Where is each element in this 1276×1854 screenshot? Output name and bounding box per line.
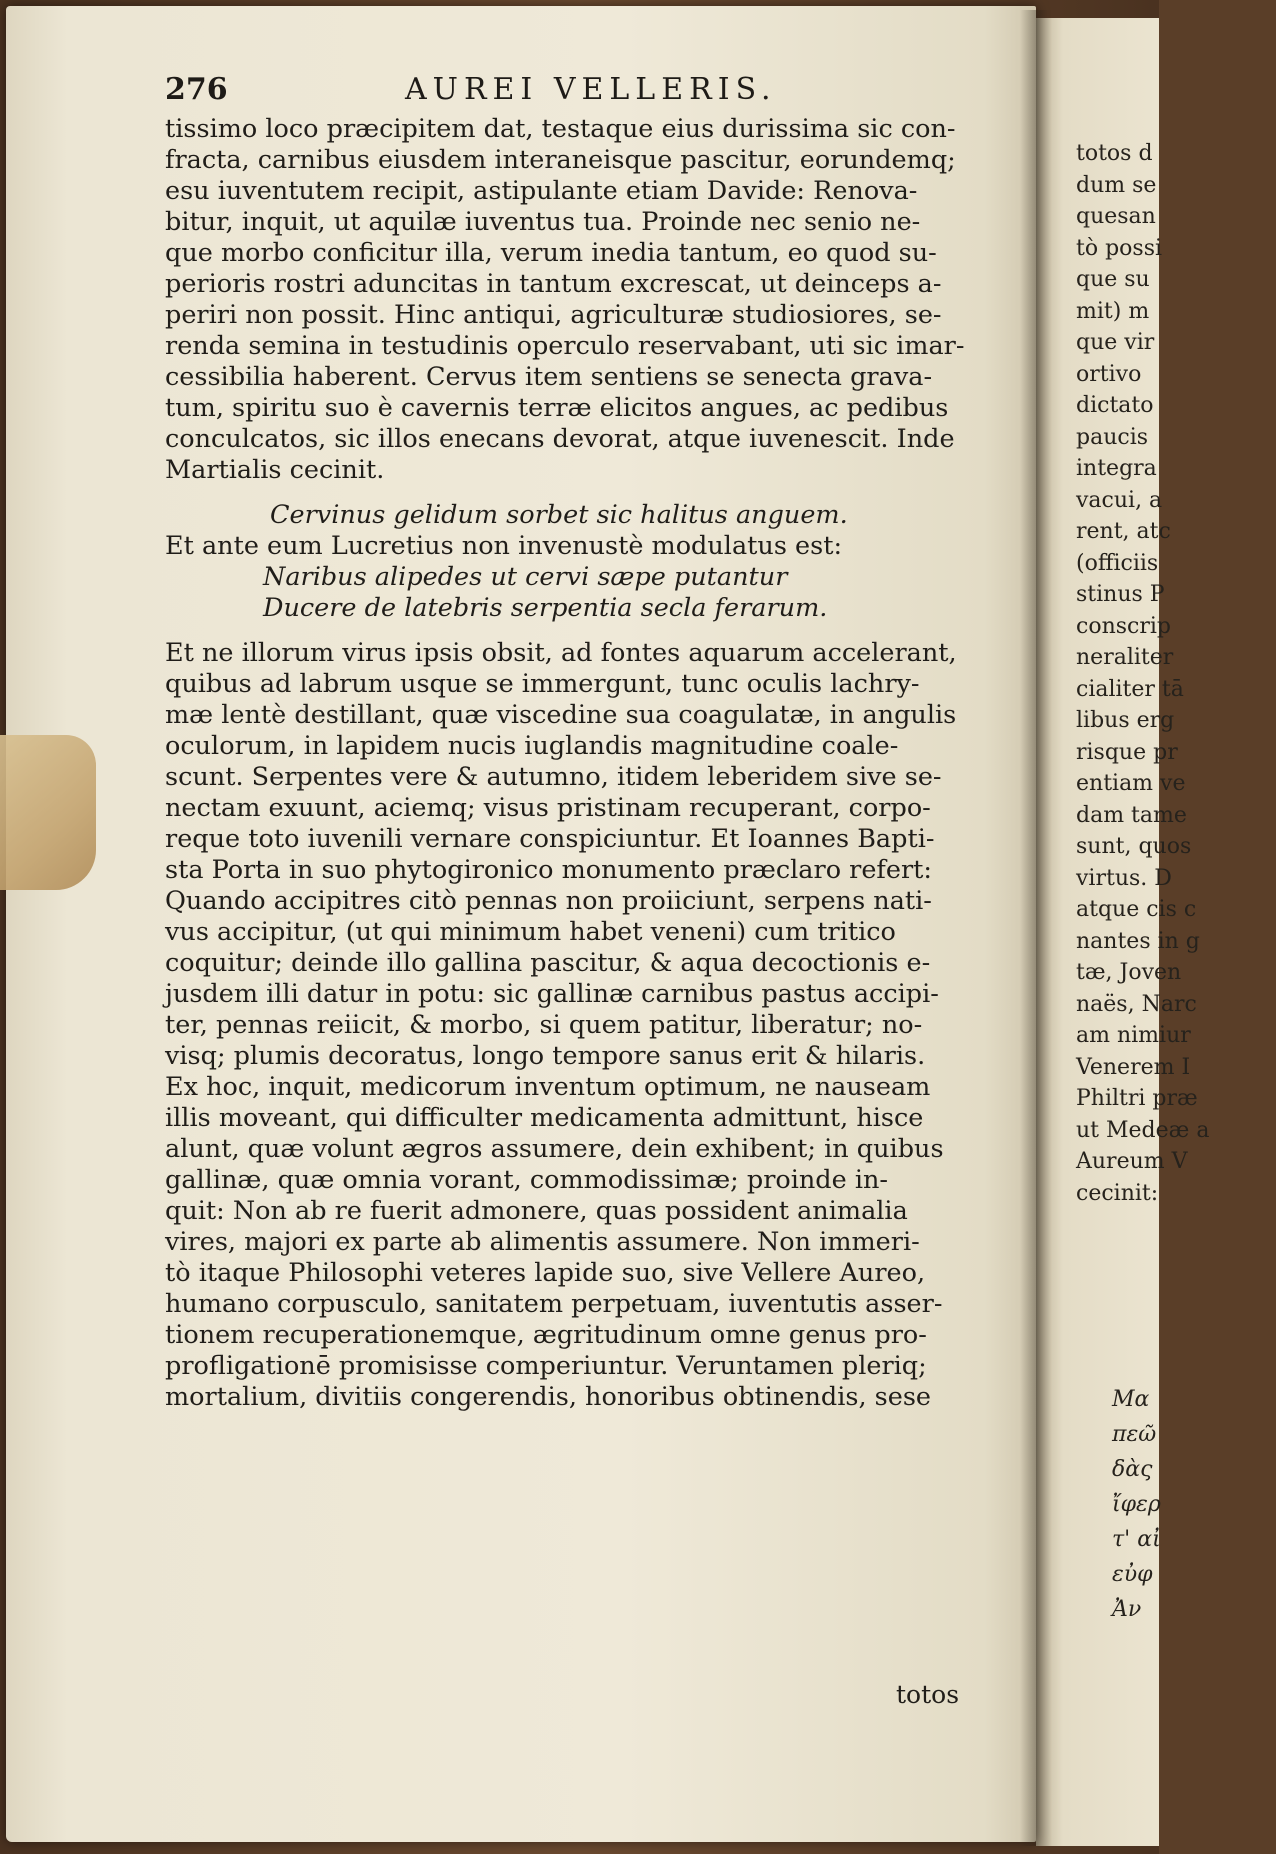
page-body <box>165 114 983 1413</box>
facing-text-line: Philtri præ <box>1076 1086 1198 1111</box>
text-line: tum, spiritu suo è cavernis terræ elicitos angues, ac pedibus <box>165 393 949 423</box>
facing-text-line: quesan <box>1076 204 1156 229</box>
text-line: mæ lentè destillant, quæ viscedine sua coagulatæ, in angulis <box>165 700 957 730</box>
facing-text-line: tæ, Joven <box>1076 960 1182 985</box>
text-line: Ex hoc, inquit, medicorum inventum optimum, ne nauseam <box>165 1072 931 1102</box>
facing-text-line: que su <box>1076 267 1150 292</box>
text-line: jusdem illi datur in potu: sic gallinæ carnibus pastus accipi- <box>165 979 939 1009</box>
text-line: Martialis cecinit. <box>165 455 385 485</box>
verse-lucretius-1: Naribus alipedes ut cervi sæpe putantur <box>263 562 788 592</box>
facing-text-line: ortivo <box>1076 361 1142 387</box>
facing-greek-line: Μα <box>1112 1387 1150 1412</box>
text-line: humano corpusculo, sanitatem perpetuam, iuventutis asser- <box>165 1289 943 1319</box>
text-line: visq; plumis decoratus, longo tempore sanus erit & hilaris. <box>165 1041 926 1071</box>
text-line: conculcatos, sic illos enecans devorat, atque iuvenescit. Inde <box>165 424 955 454</box>
transition-line: Et ante eum Lucretius non invenustè modulatus est: <box>165 531 843 561</box>
facing-text-line: libus erg <box>1076 708 1175 733</box>
text-line: Et ne illorum virus ipsis obsit, ad fontes aquarum accelerant, <box>165 638 957 668</box>
text-line: renda semina in testudinis operculo reservabant, uti sic imar- <box>165 331 965 361</box>
facing-text-line: integra <box>1076 456 1157 481</box>
running-title: AUREI VELLERIS. <box>405 72 777 107</box>
facing-text-line: totos d <box>1076 141 1153 166</box>
text-line: reque toto iuvenili vernare conspiciuntur. Et Ioannes Bapti- <box>165 824 935 854</box>
facing-text-line: stinus P <box>1076 582 1165 607</box>
running-head <box>165 72 985 112</box>
facing-text-line: que vir <box>1076 330 1155 355</box>
text-line: esu iuventutem recipit, astipulante etiam Davide: Renova- <box>165 176 918 206</box>
text-line: cessibilia haberent. Cervus item sentiens se senecta grava- <box>165 362 933 392</box>
paragraph-2 <box>165 638 983 1413</box>
book-gutter <box>1020 10 1052 1846</box>
facing-greek-line: πεῶ <box>1112 1422 1157 1447</box>
text-line: tissimo loco præcipitem dat, testaque eius durissima sic con- <box>165 114 956 144</box>
facing-text-line: atque cis c <box>1076 897 1197 922</box>
text-line: sta Porta in suo phytogironico monumento præclaro refert: <box>165 855 932 885</box>
facing-text-line: mit) m <box>1076 298 1150 324</box>
text-line: nectam exuunt, aciemq; visus pristinam recuperant, corpo- <box>165 793 931 823</box>
facing-text-line: ut Medeæ a <box>1076 1117 1210 1143</box>
text-line: perioris rostri aduncitas in tantum excrescat, ut deinceps a- <box>165 269 942 299</box>
facing-text-line: dam tame <box>1076 802 1187 828</box>
facing-text-line: vacui, a <box>1076 487 1163 513</box>
facing-text-line: virtus. D <box>1076 865 1172 891</box>
spacer <box>165 486 983 500</box>
facing-text-line: neraliter <box>1076 645 1174 670</box>
facing-greek-line: Ἀν <box>1112 1597 1142 1622</box>
text-line: fracta, carnibus eiusdem interaneisque pascitur, eorundemq; <box>165 145 956 175</box>
facing-page <box>1036 18 1210 1846</box>
text-line: vus accipitur, (ut qui minimum habet veneni) cum tritico <box>165 917 896 947</box>
facing-text-line: nantes in g <box>1076 928 1200 954</box>
page-number: 276 <box>165 72 228 107</box>
text-line: tionem recuperationemque, ægritudinum omne genus pro- <box>165 1320 927 1350</box>
facing-greek-line: δὰς <box>1112 1457 1153 1482</box>
facing-greek-line: τ' αἰ <box>1112 1527 1161 1552</box>
facing-greek-line: εὐφ <box>1112 1562 1153 1587</box>
text-line: ter, pennas reiicit, & morbo, si quem patitur, liberatur; no- <box>165 1010 923 1040</box>
text-line: profligationē promisisse comperiuntur. Veruntamen pleriq; <box>165 1351 927 1381</box>
paragraph-1 <box>165 114 983 486</box>
verse-lucretius-2: Ducere de latebris serpentia secla ferarum. <box>263 593 828 623</box>
facing-text-line: am nimiur <box>1076 1023 1191 1048</box>
facing-text-line: cecinit: <box>1076 1180 1159 1206</box>
text-line: bitur, inquit, ut aquilæ iuventus tua. Proinde nec senio ne- <box>165 207 921 237</box>
facing-text-line: dum se <box>1076 172 1157 198</box>
spacer <box>165 624 983 638</box>
facing-text-line: dictato <box>1076 393 1154 418</box>
facing-greek-line: ἴφερ <box>1112 1492 1161 1517</box>
text-line: gallinæ, quæ omnia vorant, commodissimæ; proinde in- <box>165 1165 889 1195</box>
text-line: quit: Non ab re fuerit admonere, quas possident animalia <box>165 1196 908 1226</box>
facing-text-line: conscrip <box>1076 613 1171 639</box>
text-line: scunt. Serpentes vere & autumno, itidem leberidem sive se- <box>165 762 942 792</box>
text-line: illis moveant, qui difficulter medicamenta admittunt, hisce <box>165 1103 924 1133</box>
text-line: alunt, quæ volunt ægros assumere, dein exhibent; in quibus <box>165 1134 944 1164</box>
facing-text-line: Aureum V <box>1076 1149 1188 1174</box>
text-line: vires, majori ex parte ab alimentis assumere. Non immeri- <box>165 1227 920 1257</box>
text-line: quibus ad labrum usque se immergunt, tunc oculis lachry- <box>165 669 920 699</box>
facing-page-greek-verse <box>1112 1382 1232 1627</box>
facing-text-line: Venerem I <box>1076 1054 1191 1080</box>
text-line: tò itaque Philosophi veteres lapide suo, sive Vellere Aureo, <box>165 1258 926 1288</box>
facing-text-line: rent, atc <box>1076 519 1171 544</box>
facing-text-line: (officiis <box>1076 550 1159 576</box>
verse-martial: Cervinus gelidum sorbet sic halitus anguem. <box>270 500 848 530</box>
facing-page-text <box>1076 138 1276 1209</box>
text-line: coquitur; deinde illo gallina pascitur, & aqua decoctionis e- <box>165 948 931 978</box>
text-line: que morbo conficitur illa, verum inedia tantum, eo quod su- <box>165 238 937 268</box>
facing-text-line: entiam ve <box>1076 771 1186 796</box>
text-line: Quando accipitres citò pennas non proiiciunt, serpens nati- <box>165 886 932 916</box>
facing-text-line: risque pr <box>1076 739 1178 765</box>
text-line: oculorum, in lapidem nucis iuglandis magnitudine coale- <box>165 731 899 761</box>
text-line: periri non possit. Hinc antiqui, agriculturæ studiosiores, se- <box>165 300 942 330</box>
facing-text-line: paucis <box>1076 424 1149 450</box>
facing-text-line: tò possi <box>1076 235 1163 261</box>
catchword: totos <box>896 1680 960 1709</box>
text-line: mortalium, divitiis congerendis, honoribus obtinendis, sese <box>165 1382 932 1412</box>
facing-text-line: naës, Narc <box>1076 991 1197 1017</box>
paper-tab <box>0 735 96 890</box>
facing-text-line: sunt, quos <box>1076 834 1192 859</box>
facing-text-line: cialiter tā <box>1076 676 1184 702</box>
